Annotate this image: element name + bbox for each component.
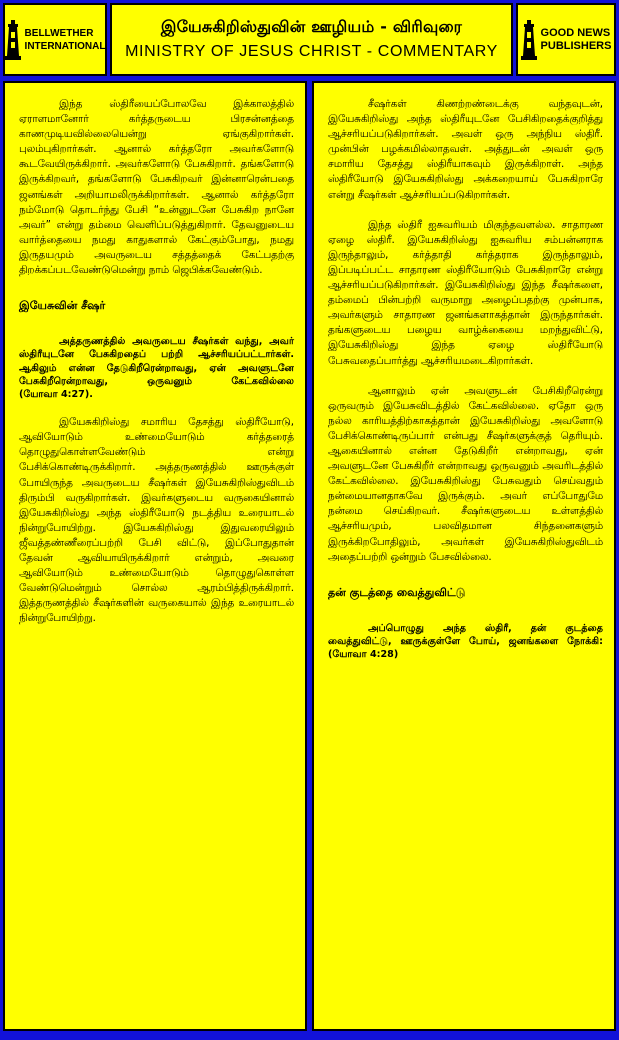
quote-text: அத்தருணத்தில் அவருடைய சீஷர்கள் வந்து, அவர் ஸ்திரீயுடனே பேசுகிறதைப் பற்றி ஆச்சரியப்பட்டார்கள். ஆகிலும் என்ன தேடுகிறீரென்றாவது, ஏன் அவளுடனே பேசுகிறீரென்றாவது, ஒருவனும் கேட்கவில்லை	[19, 336, 294, 387]
paragraph: இயேசுகிறிஸ்து சமாரிய தேசத்து ஸ்திரீயோடு, ஆவியோடும் உண்மையோடும் கர்த்தரைத் தொழுதுகொள்ளவேண்டும் என்று பேசிக்கொண்டிருக்கிறார். அத்தருணத்தில் ஊருக்குள் போயிருந்த அவருடைய சீஷர்கள் இயேசுகிறிஸ்துவிடம் திரும்பி வருகிறார்கள். இவர்களுடைய வருகையினால் இயேசுகிறிஸ்து அந்த ஸ்திரீயோடு நடத்திய உரையாடல் நின்றுபோயிற்று. இயேசுகிறிஸ்து இதுவரையிலும் ஜீவத்தண்ணீரைப்பற்றி பேசி விட்டு, இப்போதுதான் தேவன் ஆவியாயிருக்கிறார் என்றும், அவரை ஆவியோடும் உண்மையோடும் தொழுதுகொள்ள வேண்டுமென்றும் சொல்ல ஆரம்பித்திருக்கிறார். இத்தருணத்தில் சீஷர்களின் வருகையால் இந்த உரையாடல் நின்றுபோயிற்று.	[19, 416, 294, 625]
goodnews-logo-box	[516, 3, 616, 76]
paragraph: ஆனாலும் ஏன் அவளுடன் பேசிகிறீரென்று ஒருவரும் இயேசுவிடத்தில் கேட்கவில்லை. ஏதோ ஒரு நல்ல காரியத்திற்காகத்தான் இயேசுகிறிஸ்து அவளோடு பேசிக்கொண்டிருப்பார் என்பது சீஷர்களுக்குத் தெரியும். ஆகையினால் என்ன தேடுகிறீர் என்றாவது, ஏன் அவளுடனே பேசுகிறீர் என்றாவது ஒருவனும் அவரிடத்தில் கேட்கவில்லை. இயேசுகிறிஸ்து பேசுவதும் செய்வதும் நன்மையானதாகவே இருக்கும். அவர் எப்போதுமே நன்மை செய்கிறவர். சீஷர்களுடைய உள்ளத்தில் ஆச்சரியமும், பலவிதமான சிந்தனைகளும் இருக்கிறபோதிலும், அவர்கள் இயேசுகிறிஸ்துவிடம் அதைப்பற்றி ஒன்றும் பேசவில்லை.	[328, 384, 603, 563]
bellwether-logo-box	[3, 3, 107, 76]
goodnews-logo-text: GOOD NEWS PUBLISHERS	[540, 26, 612, 52]
paragraph: இந்த ஸ்திரீயைப்போலவே இக்காலத்தில் ஏராளமானோர் கர்த்தருடைய பிரசன்னத்தை காணமுடியவில்லையென்று ஏங்குகிறார்கள். புலம்புகிறார்கள். ஆனால் கர்த்தரோ அவர்களோடு கூடவேயிருக்கிறார். அவர்களோடு பேசுகிறார். தங்களோடு இருக்கிறவர், தங்களோடு பேசுகிறவர் இன்னாரென்பதை ஜனங்கள் அறியாமலிருக்கிறார்கள். ஆனால் கர்த்தரோ நம்மோடு தொடர்ந்து பேசி “உன்னுடனே பேசுகிற நானே அவர்” என்று தம்மை வெளிப்படுத்துகிறார். தேவனுடைய வார்த்தையை நமது காதுகளால் கேட்கும்போது, நமது இருதயமும் அவருடைய சத்தத்தைக் கேட்பதற்கு திறக்கப்படவேண்டுமென்று நாம் ஜெபிக்கவேண்டும்.	[19, 98, 294, 277]
tower-icon	[5, 20, 21, 60]
tower-icon	[521, 20, 537, 60]
section-heading: தன் குடத்தை வைத்துவிட்டு	[328, 585, 466, 599]
paragraph: சீஷர்கள் கிணற்றண்டைக்கு வந்தவுடன், இயேசுகிறிஸ்து அந்த ஸ்திரீயுடனே பேசிகிறதைக்குறித்து ஆச்சரியப்படுகிறார்கள். அவள் ஒரு அந்நிய ஸ்திரீ. முன்பின் பழக்கமில்லாதவள். அத்துடன் அவள் ஒரு சமாரிய தேசத்து ஸ்திரீயாகவும் இருக்கிறாள். அந்த ஸ்திரீயோடு இயேசுகிறிஸ்து அக்கறையாய் பேசுகிறாரே என்று சீஷர்கள் ஆச்சரியப்படுகிறார்கள்.	[328, 98, 603, 201]
goodnews-logo	[521, 20, 612, 60]
right-column	[312, 81, 616, 1031]
page-title-english: MINISTRY OF JESUS CHRIST - COMMENTARY	[125, 43, 498, 60]
paragraph: இந்த ஸ்திரீ ஐசுவரியம் மிகுந்தவளல்ல. சாதாரண ஏழை ஸ்திரீ. இயேசுகிறிஸ்து ஐசுவரிய சம்பன்னராக இருந்தாலும், கர்த்தாதி கர்த்தராக இருந்தாலும், இப்படிப்பட்ட சாதாரண ஸ்திரீயோடும் பேசுகிறாரே என்று ஆச்சரியப்படுகிறார்கள். இயேசுகிறிஸ்து இந்த சீஷர்களை, தம்மைப் பின்பற்றி வருமாறு அழைப்பதற்கு முன்பாக, அவர்களும் சாதாரண ஜனங்களாகத்தான் இருந்தார்கள். தங்களுடைய பழைய வாழ்க்கையை மறந்துவிட்டு, இயேசுகிறிஸ்து இந்த ஏழை ஸ்திரீயோடு பேசுவதைப்பார்த்து ஆச்சரியமடைகிறார்கள்.	[328, 218, 603, 367]
quote-reference: (யோவா 4:27).	[19, 388, 93, 400]
quote-text: அப்பொழுது அந்த ஸ்திரீ, தன் குடத்தை வைத்துவிட்டு, ஊருக்குள்ளே போய், ஜனங்களை நோக்கி:	[328, 622, 603, 647]
section-heading: இயேசுவின் சீஷர்	[19, 299, 106, 313]
title-box	[110, 3, 513, 76]
scripture-quote	[328, 622, 603, 662]
scripture-quote	[19, 335, 294, 401]
bellwether-logo	[5, 20, 106, 60]
left-column	[3, 81, 307, 1031]
page-title-tamil: இயேசுகிறிஸ்துவின் ஊழியம் - விரிவுரை	[160, 17, 463, 36]
bellwether-logo-text: BELLWETHER INTERNATIONAL	[24, 27, 106, 52]
page-header	[3, 3, 616, 76]
quote-reference: (யோவா 4:28)	[328, 649, 399, 661]
